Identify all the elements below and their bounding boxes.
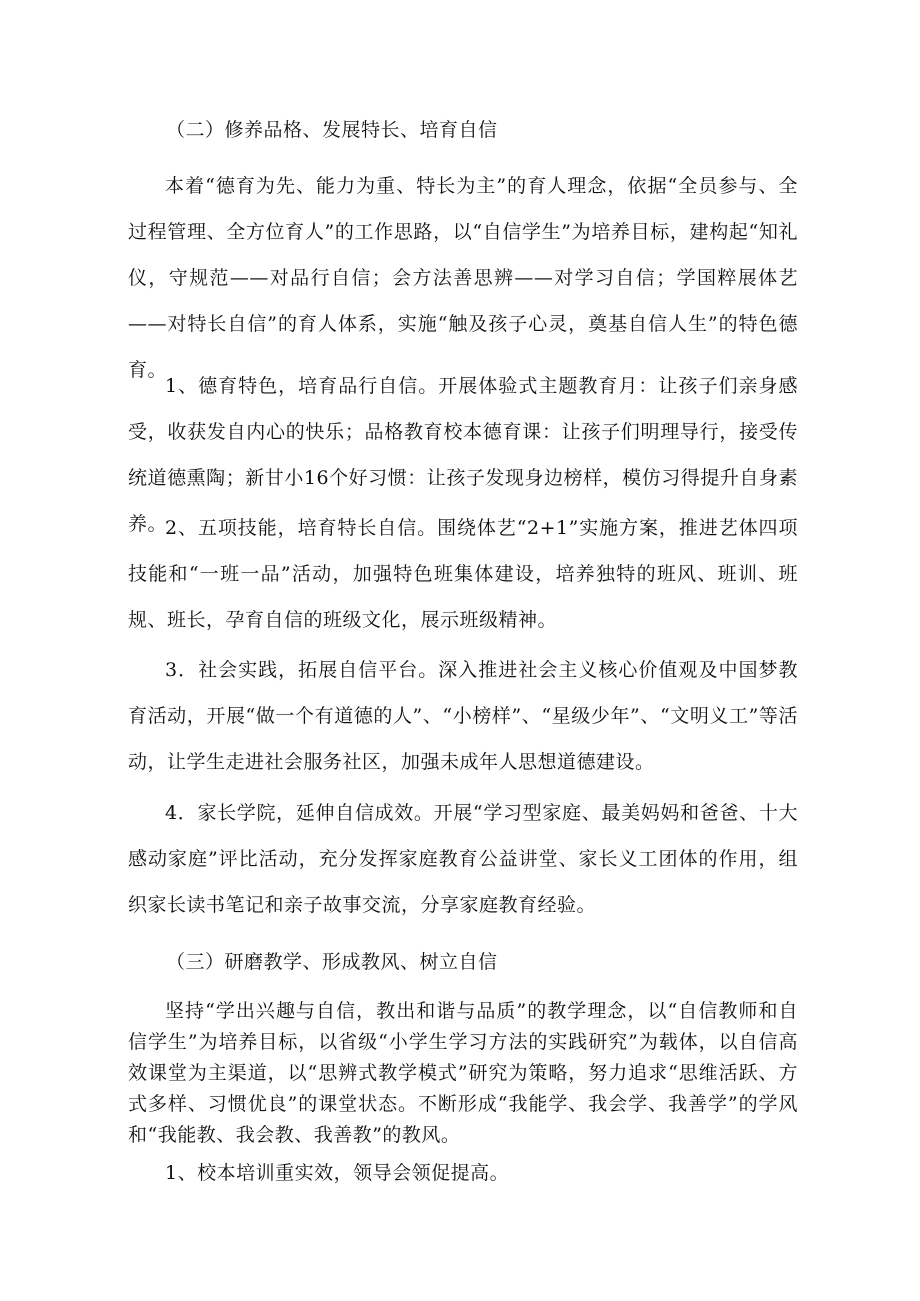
paragraph-intro: 本着“德育为先、能力为重、特长为主”的育人理念，依据“全员参与、全过程管理、全方位育人”的工作思路，以“自信学生”为培养目标，建构起“知礼仪，守规范——对品行自信；会方法善思辨——对学习自信；学国粹展体艺——对特长自信”的育人体系，实施“触及孩子心灵，奠基自信人生”的特色德育。 <box>128 175 798 381</box>
paragraph-item-3: 3．社会实践，拓展自信平台。深入推进社会主义核心价值观及中国梦教育活动，开展“做一个有道德的人”、“小榜样”、“星级少年”、“文明义工”等活动，让学生走进社会服务社区，加强未成年人思想道德建设。 <box>128 659 798 773</box>
paragraph-teaching: 坚持“学出兴趣与自信，教出和谐与品质”的教学理念，以“自信教师和自信学生”为培养目标，以省级“小学生学习方法的实践研究”为载体，以自信高效课堂为主渠道，以“思辨式教学模式”研究为策略，努力追求“思维活跃、方式多样、习惯优良”的课堂状态。不断形成“我能学、我会学、我善学”的学风和“我能教、我会教、我善教”的教风。 <box>128 1000 798 1146</box>
paragraph-item-2: 2、五项技能，培育特长自信。围绕体艺“2+1”实施方案，推进艺体四项技能和“一班一品”活动，加强特色班集体建设，培养独特的班风、班训、班规、班长，孕育自信的班级文化，展示班级精神。 <box>128 517 798 631</box>
paragraph-teaching-item-1: 1、校本培训重实效，领导会领促提高。 <box>165 1162 510 1184</box>
paragraph-item-4: 4．家长学院，延伸自信成效。开展“学习型家庭、最美妈妈和爸爸、十大感动家庭”评比活动，充分发挥家庭教育公益讲堂、家长义工团体的作用，组织家长读书笔记和亲子故事交流，分享家庭教育经验。 <box>128 802 798 916</box>
paragraph-item-1: 1、德育特色，培育品行自信。开展体验式主题教育月：让孩子们亲身感受，收获发自内心的快乐；品格教育校本德育课：让孩子们明理导行，接受传统道德熏陶；新甘小16个好习惯：让孩子发现身边榜样，模仿习得提升自身素养。 <box>128 375 798 535</box>
section-heading-two: （二）修养品格、发展特长、培育自信 <box>166 119 498 141</box>
section-heading-three: （三）研磨教学、形成教风、树立自信 <box>166 951 498 973</box>
